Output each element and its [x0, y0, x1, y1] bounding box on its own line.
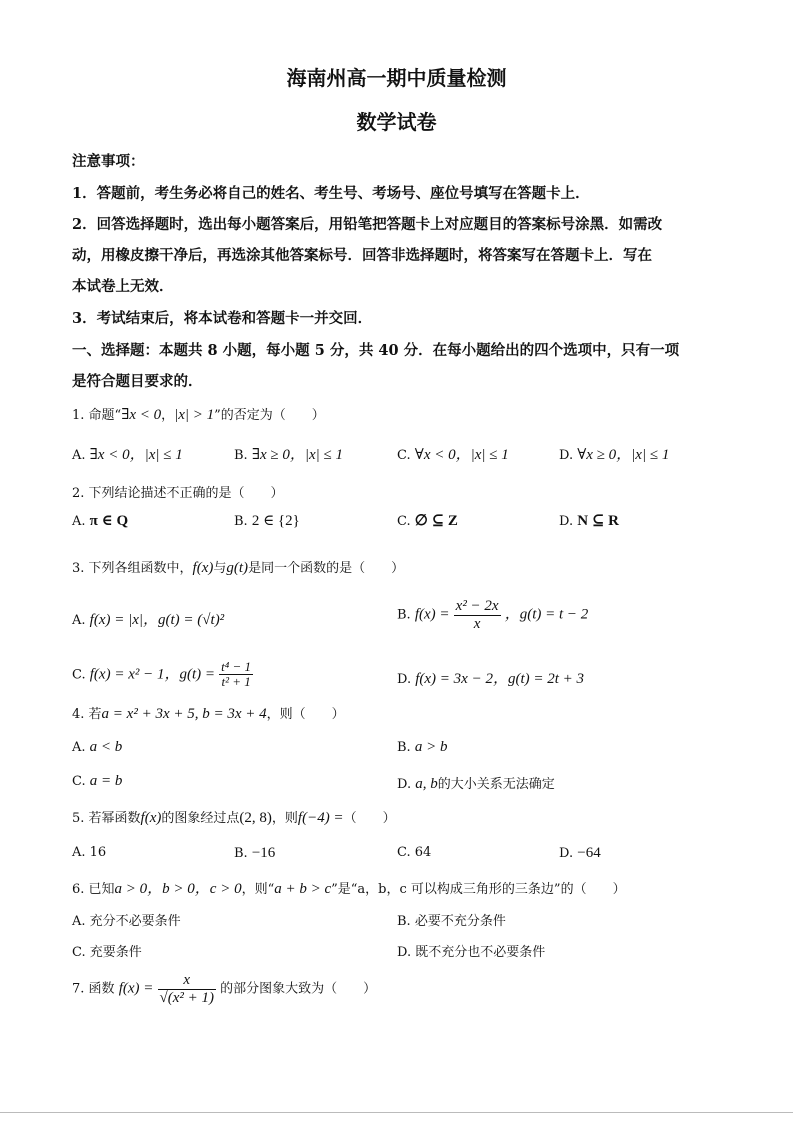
option-label: A.: [72, 514, 86, 529]
option-label: D.: [397, 777, 412, 792]
fraction-denominator: t² + 1: [219, 674, 253, 689]
option-label: A.: [72, 448, 86, 463]
q6-prefix: 6. 已知: [72, 882, 115, 897]
q3-option-a[interactable]: [72, 608, 224, 629]
q2-option-d[interactable]: [559, 511, 619, 530]
q7-fraction: [158, 972, 217, 1006]
q2-option-c[interactable]: [397, 511, 458, 530]
option-label: C.: [397, 448, 411, 463]
q6-suffix: ”是“a，b，c 可以构成三角形的三条边”的（ ）: [331, 882, 626, 897]
option-math: −64: [577, 845, 601, 861]
note-item-2-line2: 动，用橡皮擦干净后，再选涂其他答案标号．回答非选择题时，将答案写在答题卡上．写在: [72, 247, 652, 264]
q3-prefix: 3. 下列各组函数中，: [72, 561, 193, 576]
option-label: B.: [234, 514, 248, 529]
q1-option-b[interactable]: [234, 443, 343, 464]
exam-title: 海南州高一期中质量检测: [286, 66, 507, 90]
option-label: B.: [397, 740, 411, 755]
option-math: 2 ∈ {2}: [251, 513, 300, 529]
q1-option-c[interactable]: [397, 443, 509, 464]
option-label: D.: [397, 672, 412, 687]
option-label: C.: [397, 514, 411, 529]
q1-math-1: ∃x < 0: [121, 407, 162, 423]
option-math: N ⊆ R: [577, 513, 619, 529]
q5-f: f(x): [140, 810, 162, 826]
q5-eval: f(−4) =: [297, 810, 344, 826]
q2-option-b[interactable]: [234, 511, 300, 530]
q6-option-d[interactable]: D. 既不充分也不必要条件: [397, 945, 546, 960]
option-label: B.: [234, 846, 248, 861]
fraction-denominator: x: [454, 615, 501, 633]
q5-point: (2, 8): [239, 810, 272, 826]
fraction-numerator: t⁴ − 1: [221, 659, 252, 674]
option-math: π ∈ Q: [89, 513, 129, 529]
option-label: C.: [72, 667, 86, 683]
note-item-2-line1: 2．回答选择题时，选出每小题答案后，用铅笔把答题卡上对应题目的答案标号涂黑．如需改: [72, 216, 663, 233]
fraction-denominator: √(x² + 1): [159, 989, 215, 1006]
option-label: A.: [72, 740, 86, 755]
q4-math: a = x² + 3x + 5, b = 3x + 4: [101, 706, 267, 722]
option-math: a = b: [89, 773, 123, 789]
question-2-stem: 2. 下列结论描述不正确的是（ ）: [72, 486, 284, 501]
option-math: ∃x ≥ 0，|x| ≤ 1: [251, 447, 343, 463]
q6-option-b[interactable]: B. 必要不充分条件: [397, 914, 506, 929]
q5-option-a[interactable]: A. 16: [72, 845, 107, 860]
notes-heading: 注意事项：: [72, 153, 145, 170]
question-5-stem: [72, 807, 396, 827]
note-item-1: 1．答题前，考生务必将自己的姓名、考生号、考场号、座位号填写在答题卡上．: [72, 185, 590, 202]
question-7-stem: [72, 972, 376, 1006]
q1-sep: ，: [161, 408, 175, 423]
option-label: D.: [559, 448, 574, 463]
question-4-stem: [72, 703, 345, 723]
option-label: A.: [72, 613, 86, 628]
option-math: f(x) = x² − 1，g(t) =: [89, 666, 216, 683]
option-text: 的大小关系无法确定: [437, 777, 555, 792]
q6-option-a[interactable]: A. 充分不必要条件: [72, 914, 181, 929]
section-1-heading: 一、选择题：本题共 8 小题，每小题 5 分，共 40 分．在每小题给出的四个选项中，只有一项: [72, 342, 680, 359]
q4-suffix: ，则（ ）: [266, 707, 345, 722]
q6-condition: a > 0，b > 0，c > 0: [114, 881, 242, 897]
section-1-heading-cont: 是符合题目要求的．: [72, 373, 203, 390]
q1-option-a[interactable]: [72, 443, 183, 464]
fraction-numerator: x: [183, 972, 191, 988]
q5-option-d[interactable]: [559, 845, 601, 862]
q4-prefix: 4. 若: [72, 707, 102, 722]
q3-option-b[interactable]: [397, 598, 588, 632]
option-label: D.: [559, 846, 574, 861]
q7-suffix: 的部分图象大致为（ ）: [220, 981, 377, 997]
option-math-rhs: ，g(t) = t − 2: [504, 606, 589, 623]
q5-option-b[interactable]: [234, 845, 275, 862]
option-math: ∅ ⊆ Z: [414, 513, 458, 529]
exam-subtitle: 数学试卷: [356, 110, 437, 134]
note-item-2-line3: 本试卷上无效．: [72, 278, 174, 295]
q1-math-2: |x| > 1: [174, 407, 215, 423]
q3-mid: 与: [213, 561, 227, 576]
q3-option-d[interactable]: [397, 667, 584, 688]
question-1-stem: [72, 404, 325, 424]
option-math: f(x) = 3x − 2，g(t) = 2t + 3: [415, 671, 585, 687]
q3-c-fraction: [219, 660, 253, 690]
option-math: a < b: [89, 739, 123, 755]
q3-option-c[interactable]: [72, 660, 253, 690]
q6-option-c[interactable]: C. 充要条件: [72, 945, 142, 960]
option-math: ∀x < 0，|x| ≤ 1: [414, 447, 509, 463]
option-label: C.: [72, 774, 86, 789]
q5-option-c[interactable]: C. 64: [397, 845, 432, 860]
question-3-stem: [72, 557, 404, 577]
q3-g: g(t): [226, 560, 249, 576]
q5-mid2: ，则: [271, 811, 298, 826]
q5-mid: 的图象经过点: [161, 811, 240, 826]
q4-option-c[interactable]: [72, 773, 122, 790]
option-math: a > b: [414, 739, 448, 755]
note-item-3: 3．考试结束后，将本试卷和答题卡一并交回．: [72, 310, 373, 327]
option-math: f(x) =: [414, 606, 450, 623]
option-label: B.: [397, 607, 411, 623]
page-bottom-divider: [0, 1112, 793, 1113]
q4-option-a[interactable]: [72, 739, 122, 756]
q7-prefix: 7. 函数: [72, 981, 115, 997]
q6-inequality: a + b > c: [274, 881, 332, 897]
q5-suffix: （ ）: [343, 811, 396, 826]
q3-f: f(x): [192, 560, 214, 576]
option-math: a, b: [415, 776, 438, 792]
q1-prefix: 1. 命题“: [72, 408, 122, 423]
q3-suffix: 是同一个函数的是（ ）: [248, 561, 405, 576]
option-math: f(x) = |x|，g(t) = (√t)²: [89, 612, 225, 628]
option-label: B.: [234, 448, 248, 463]
option-math: ∀x ≥ 0，|x| ≤ 1: [577, 447, 670, 463]
q1-suffix: ”的否定为（ ）: [214, 408, 325, 423]
fraction-numerator: x² − 2x: [455, 598, 499, 614]
option-math: ∃x < 0，|x| ≤ 1: [89, 447, 183, 463]
option-math: −16: [251, 845, 276, 861]
q4-option-d[interactable]: [397, 773, 555, 793]
q7-lhs: f(x) =: [118, 980, 154, 997]
q3-b-fraction: [454, 598, 501, 632]
q4-option-b[interactable]: [397, 739, 447, 756]
option-label: D.: [559, 514, 574, 529]
question-6-stem: [72, 877, 626, 898]
q6-mid: ，则“: [241, 882, 275, 897]
q2-option-a[interactable]: [72, 511, 128, 530]
q5-prefix: 5. 若幂函数: [72, 811, 141, 826]
q1-option-d[interactable]: [559, 443, 669, 464]
